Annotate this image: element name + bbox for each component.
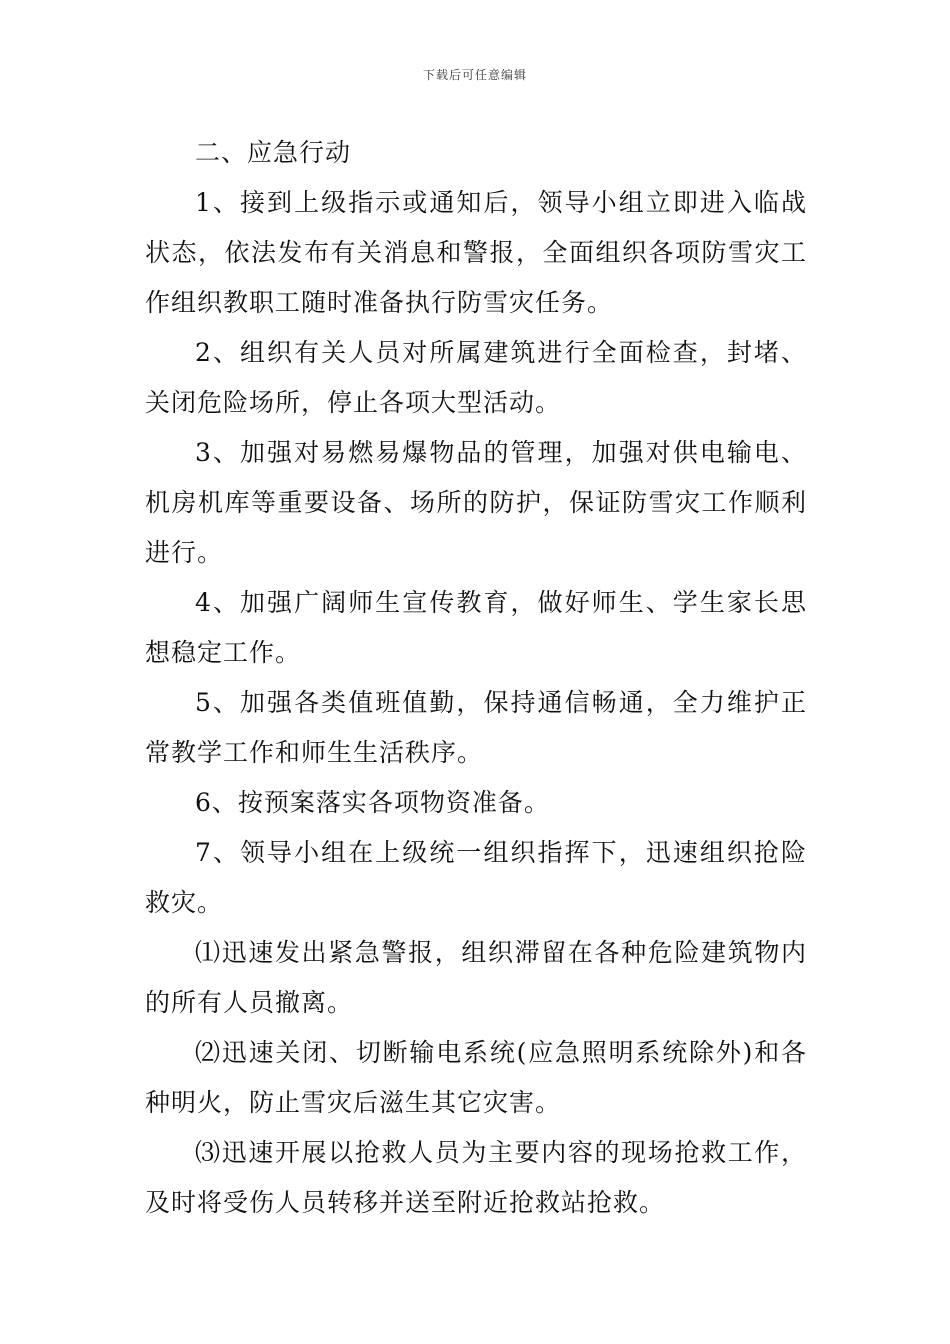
subitem-2: ⑵迅速关闭、切断输电系统(应急照明系统除外)和各种明火，防止雪灾后滋生其它灾害。 bbox=[145, 1038, 807, 1117]
paragraph-item-7: 7、领导小组在上级统一组织指挥下，迅速组织抢险救灾。 bbox=[145, 838, 807, 917]
paragraph-item-3: 3、加强对易燃易爆物品的管理，加强对供电输电、机房机库等重要设备、场所的防护，保证防雪灾工作顺利进行。 bbox=[145, 438, 807, 567]
section-heading: 二、应急行动 bbox=[195, 138, 352, 167]
paragraph-item-5: 5、加强各类值班值勤，保持通信畅通，全力维护正常教学工作和师生生活秩序。 bbox=[145, 688, 807, 767]
document-body bbox=[145, 128, 807, 1228]
download-note: 下载后可任意编辑 bbox=[422, 68, 527, 82]
paragraph-item-4: 4、加强广阔师生宣传教育，做好师生、学生家长思想稳定工作。 bbox=[145, 588, 807, 667]
subitem-3: ⑶迅速开展以抢救人员为主要内容的现场抢救工作，及时将受伤人员转移并送至附近抢救站抢救。 bbox=[145, 1138, 807, 1217]
paragraph-item-1: 1、接到上级指示或通知后，领导小组立即进入临战状态，依法发布有关消息和警报，全面组织各项防雪灾工作组织教职工随时准备执行防雪灾任务。 bbox=[145, 188, 807, 317]
paragraph-item-2: 2、组织有关人员对所属建筑进行全面检查，封堵、关闭危险场所，停止各项大型活动。 bbox=[145, 338, 807, 417]
subitem-1: ⑴迅速发出紧急警报，组织滞留在各种危险建筑物内的所有人员撤离。 bbox=[145, 938, 807, 1017]
paragraph-item-6: 6、按预案落实各项物资准备。 bbox=[195, 788, 550, 817]
